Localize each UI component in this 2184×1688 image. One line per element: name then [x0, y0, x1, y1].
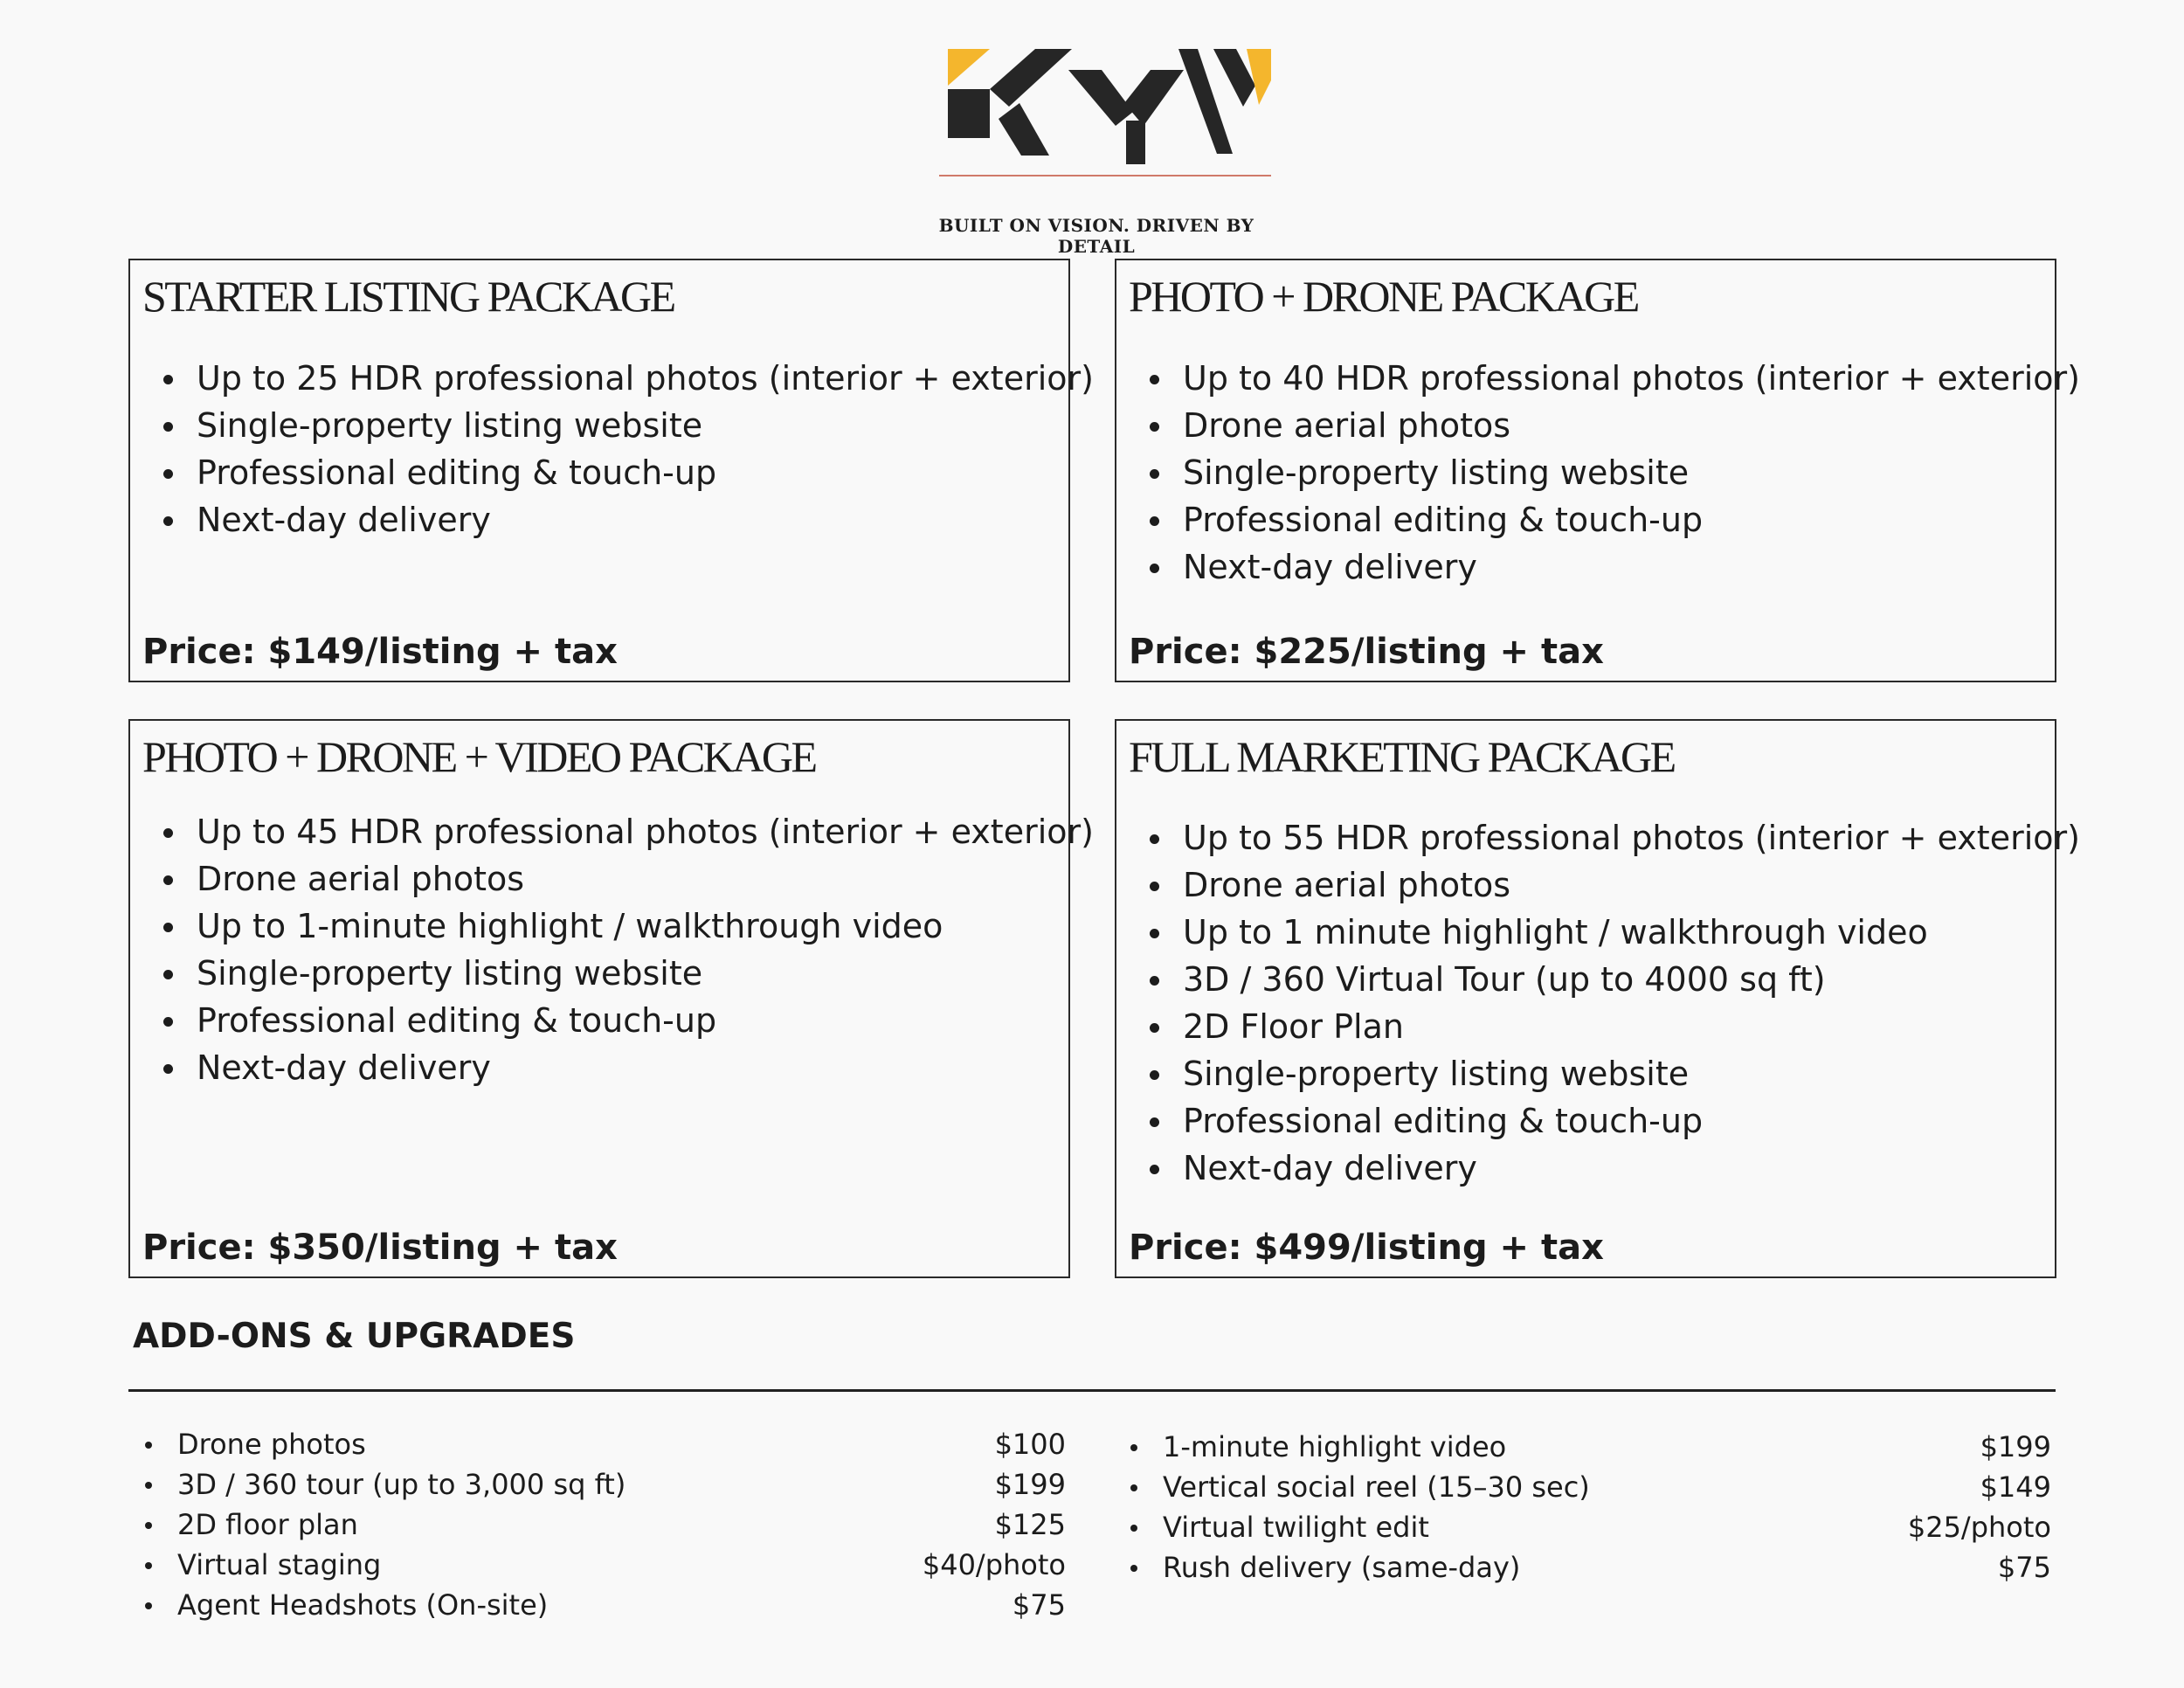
- addons-list-left: [128, 1424, 1066, 1625]
- feature-item: 2D Floor Plan: [1129, 1003, 2046, 1050]
- package-card-photo-drone-video: [128, 719, 1094, 1278]
- feature-item: Professional editing & touch-up: [142, 997, 1060, 1044]
- package-title: FULL MARKETING PACKAGE: [1129, 732, 1675, 781]
- feature-item: Professional editing & touch-up: [142, 449, 1060, 496]
- addon-item: [128, 1545, 1066, 1585]
- package-card-full-marketing: [1115, 719, 2080, 1278]
- addon-item: [1114, 1507, 2051, 1547]
- addon-item: [1114, 1427, 2051, 1467]
- addon-item: [128, 1585, 1066, 1625]
- addon-label: 2D floor plan: [177, 1508, 358, 1541]
- feature-item: Drone aerial photos: [1129, 402, 2046, 449]
- feature-item: Up to 25 HDR professional photos (interior + exterior): [142, 355, 1060, 402]
- addon-price: $125: [994, 1508, 1066, 1541]
- addon-label: 3D / 360 tour (up to 3,000 sq ft): [177, 1468, 626, 1501]
- feature-item: Single-property listing website: [142, 950, 1060, 997]
- feature-item: Up to 1-minute highlight / walkthrough video: [142, 903, 1060, 950]
- package-title: PHOTO + DRONE PACKAGE: [1129, 272, 1638, 321]
- feature-list: [1129, 355, 2080, 591]
- addon-price: $75: [1012, 1588, 1066, 1622]
- addon-label: Agent Headshots (On-site): [177, 1588, 549, 1622]
- addon-label: Virtual twilight edit: [1163, 1511, 1429, 1544]
- feature-item: Drone aerial photos: [1129, 861, 2046, 909]
- addon-price: $199: [994, 1468, 1066, 1501]
- kyv-logo-icon: [922, 35, 1271, 210]
- addon-price: $199: [1980, 1430, 2051, 1463]
- feature-item: Professional editing & touch-up: [1129, 496, 2046, 543]
- package-title: PHOTO + DRONE + VIDEO PACKAGE: [142, 732, 816, 781]
- addon-label: Vertical social reel (15–30 sec): [1163, 1470, 1590, 1504]
- addon-price: $40/photo: [922, 1548, 1066, 1581]
- brand-logo: [922, 35, 1271, 257]
- feature-item: 3D / 360 Virtual Tour (up to 4000 sq ft): [1129, 956, 2046, 1003]
- addon-item: [1114, 1467, 2051, 1507]
- feature-item: Single-property listing website: [142, 402, 1060, 449]
- feature-item: Next-day delivery: [1129, 543, 2046, 591]
- addon-price: $149: [1980, 1470, 2051, 1504]
- package-price: Price: $499/listing + tax: [1129, 1228, 1604, 1268]
- feature-list: [142, 808, 1094, 1091]
- feature-item: Single-property listing website: [1129, 449, 2046, 496]
- feature-item: Drone aerial photos: [142, 855, 1060, 903]
- addons-divider: [128, 1389, 2056, 1392]
- package-price: Price: $149/listing + tax: [142, 632, 618, 672]
- addon-label: 1-minute highlight video: [1163, 1430, 1507, 1463]
- feature-list: [142, 355, 1094, 543]
- addon-item: [128, 1464, 1066, 1505]
- package-card-photo-drone: [1115, 259, 2080, 682]
- addon-price: $75: [1997, 1551, 2051, 1584]
- package-card-starter: [128, 259, 1094, 682]
- package-title: STARTER LISTING PACKAGE: [142, 272, 674, 321]
- addon-label: Rush delivery (same-day): [1163, 1551, 1521, 1584]
- package-price: Price: $350/listing + tax: [142, 1228, 618, 1268]
- feature-item: Next-day delivery: [142, 1044, 1060, 1091]
- addon-price: $25/photo: [1907, 1511, 2051, 1544]
- feature-item: Next-day delivery: [1129, 1145, 2046, 1192]
- feature-item: Up to 1 minute highlight / walkthrough video: [1129, 909, 2046, 956]
- feature-item: Single-property listing website: [1129, 1050, 2046, 1097]
- addon-price: $100: [994, 1428, 1066, 1461]
- feature-item: Professional editing & touch-up: [1129, 1097, 2046, 1145]
- addons-list-right: [1114, 1427, 2051, 1588]
- addon-item: [128, 1424, 1066, 1464]
- package-price: Price: $225/listing + tax: [1129, 632, 1604, 672]
- addon-label: Drone photos: [177, 1428, 366, 1461]
- addon-item: [1114, 1547, 2051, 1588]
- brand-tagline: BUILT ON VISION. DRIVEN BY DETAIL: [938, 215, 1254, 257]
- addon-item: [128, 1505, 1066, 1545]
- feature-item: Next-day delivery: [142, 496, 1060, 543]
- feature-item: Up to 45 HDR professional photos (interior + exterior): [142, 808, 1060, 855]
- feature-item: Up to 55 HDR professional photos (interior + exterior): [1129, 814, 2046, 861]
- feature-item: Up to 40 HDR professional photos (interior + exterior): [1129, 355, 2046, 402]
- addons-heading: ADD-ONS & UPGRADES: [133, 1317, 576, 1356]
- addon-label: Virtual staging: [177, 1548, 382, 1581]
- feature-list: [1129, 814, 2080, 1192]
